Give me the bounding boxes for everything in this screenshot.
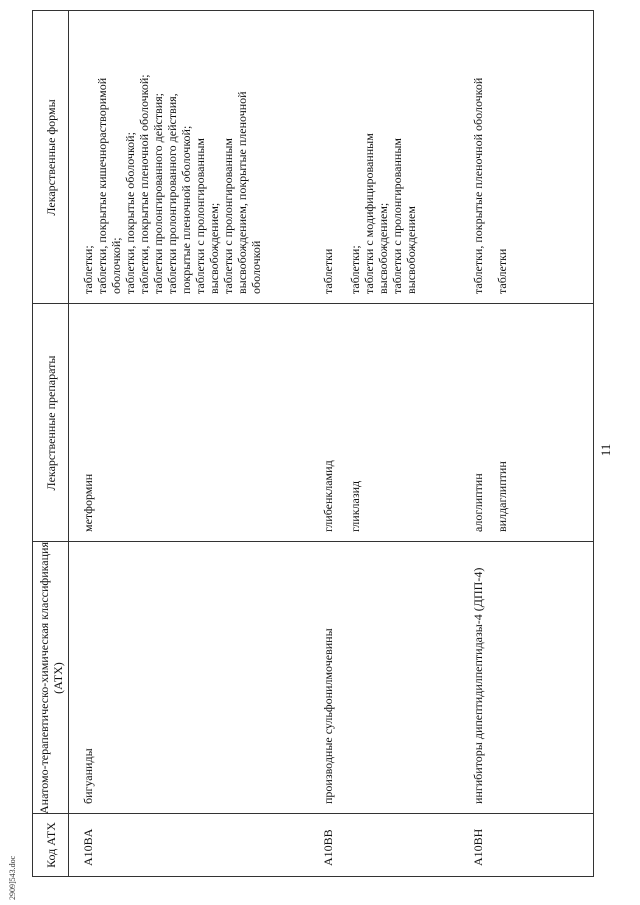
drug-forms: таблетки xyxy=(495,248,509,294)
footer-filename: 2909]543.doc xyxy=(8,855,17,900)
drug-name: гликлазид xyxy=(348,480,362,532)
header-forms: Лекарственные формы xyxy=(43,99,58,216)
page-number: 11 xyxy=(598,443,613,457)
drug-table xyxy=(32,10,594,877)
drug-forms: таблетки; таблетки с модифицированным высвобождением; таблетки с пролонгированным высвобождением xyxy=(348,133,418,294)
drug-forms: таблетки xyxy=(321,248,335,294)
row-code: A10BA xyxy=(81,828,95,866)
table-header xyxy=(33,11,69,876)
row-code: A10BH xyxy=(471,828,485,866)
column-divider xyxy=(33,813,593,814)
row-classification: бигуаниды xyxy=(81,748,95,804)
drug-name: вилдаглиптин xyxy=(495,461,509,532)
row-classification: производные сульфонилмочевины xyxy=(321,628,335,804)
column-divider xyxy=(33,541,593,542)
header-classification: Анатомо-терапевтическо-химическая классификация (АТХ) xyxy=(36,542,65,814)
header-drugs: Лекарственные препараты xyxy=(43,355,58,491)
drug-name: метформин xyxy=(81,473,95,532)
header-code: Код АТХ xyxy=(43,822,58,868)
drug-forms: таблетки, покрытые пленочной оболочкой xyxy=(471,77,485,294)
row-classification: ингибиторы дипептидилпептидазы-4 (ДПП-4) xyxy=(471,567,485,804)
row-code: A10BB xyxy=(321,829,335,866)
drug-forms: таблетки; таблетки, покрытые кишечнорастворимой оболочкой; таблетки, покрытые оболочкой; таблетки, покрытые пленочной оболочкой; таблетки пролонгированного действия; таблетки пролонгированного действия, покрытые пленочной оболочкой; таблетки с пролонгированным высвобождением; таблетки с пролонгированным высвобождением, покрытые пленочной оболочкой xyxy=(81,74,263,294)
drug-name: глибенкламид xyxy=(321,460,335,532)
column-divider xyxy=(33,303,593,304)
drug-name: алоглиптин xyxy=(471,473,485,532)
